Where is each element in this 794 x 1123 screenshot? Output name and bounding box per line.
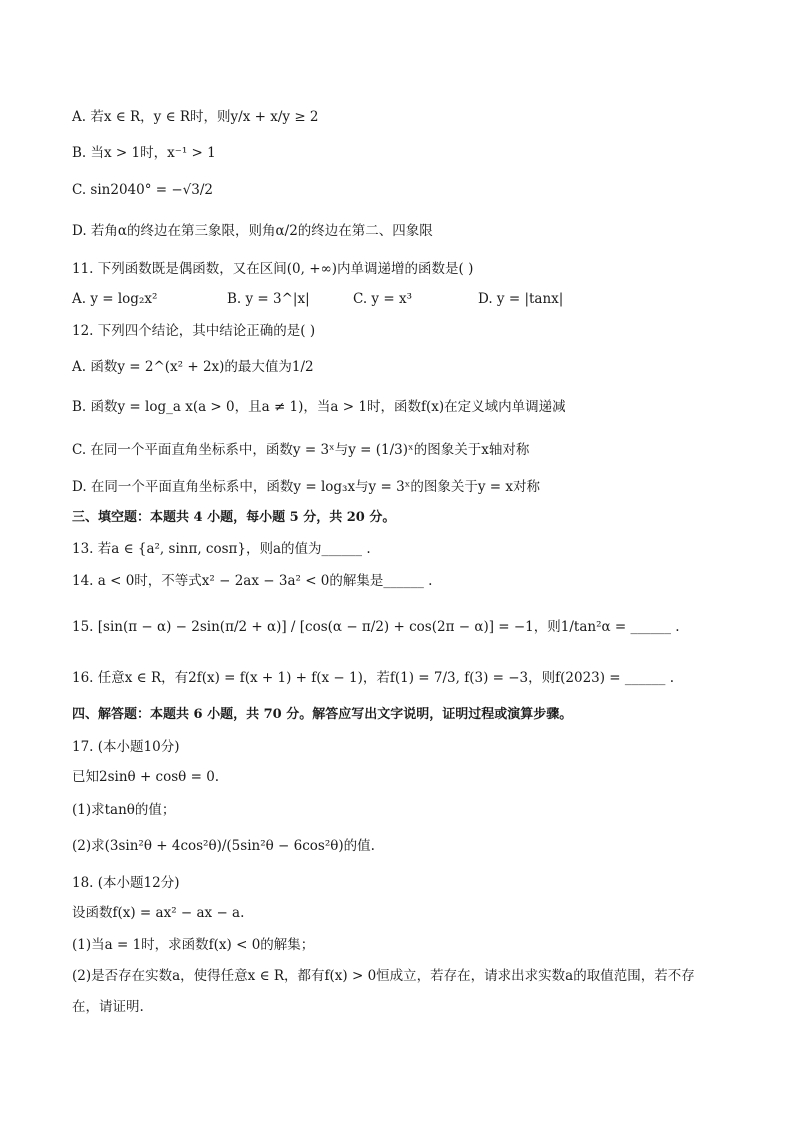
q11-option-a: A. y = log₂x² [72,291,158,307]
q11-option-c: C. y = x³ [353,291,412,307]
q17-given: 已知2sinθ + cosθ = 0. [72,769,220,785]
q17-header: 17. (本小题10分) [72,739,180,755]
q17-part-2: (2)求(3sin²θ + 4cos²θ)/(5sin²θ − 6cos²θ)的值. [72,838,375,854]
q11-stem: 11. 下列函数既是偶函数，又在区间(0, +∞)内单调递增的函数是( ) [72,261,474,277]
q14: 14. a < 0时，不等式x² − 2ax − 3a² < 0的解集是______ . [72,573,433,589]
q10-option-c: C. sin2040° = −√3/2 [72,182,214,198]
q17-part-1: (1)求tanθ的值； [72,802,176,818]
q11-options [72,290,722,308]
q12-option-d: D. 在同一个平面直角坐标系中，函数y = log₃x与y = 3ˣ的图象关于y = x对称 [72,479,541,495]
q10-option-b: B. 当x > 1时，x⁻¹ > 1 [72,145,216,161]
q11-option-b: B. y = 3^|x| [227,291,310,307]
q12-option-b: B. 函数y = log_a x(a > 0，且a ≠ 1)，当a > 1时，函数f(x)在定义域内单调递减 [72,399,566,415]
q15: 15. [sin(π − α) − 2sin(π/2 + α)] / [cos(α − π/2) + cos(2π − α)] = −1，则1/tan²α = ______ . [72,619,680,635]
q10-option-a: A. 若x ∈ R，y ∈ R时，则y/x + x/y ≥ 2 [72,109,319,125]
q18-part-2-line-1: (2)是否存在实数a，使得任意x ∈ R，都有f(x) > 0恒成立，若存在，请求出求实数a的取值范围，若不存 [72,968,695,984]
q18-part-1: (1)当a = 1时，求函数f(x) < 0的解集； [72,937,315,953]
q16: 16. 任意x ∈ R，有2f(x) = f(x + 1) + f(x − 1)，若f(1) = 7/3, f(3) = −3，则f(2023) = ______ . [72,670,674,686]
section-3-heading: 三、填空题：本题共 4 小题，每小题 5 分，共 20 分。 [72,510,396,525]
q11-option-d: D. y = |tanx| [478,291,564,307]
q12-stem: 12. 下列四个结论，其中结论正确的是( ) [72,323,316,339]
q10-option-d: D. 若角α的终边在第三象限，则角α/2的终边在第二、四象限 [72,223,433,239]
q18-part-2-line-2: 在，请证明. [72,999,144,1015]
q13: 13. 若a ∈ {a², sinπ, cosπ}，则a的值为______ . [72,541,371,557]
q18-given: 设函数f(x) = ax² − ax − a. [72,905,245,921]
section-4-heading: 四、解答题：本题共 6 小题，共 70 分。解答应写出文字说明，证明过程或演算步骤。 [72,707,573,722]
q12-option-c: C. 在同一个平面直角坐标系中，函数y = 3ˣ与y = (1/3)ˣ的图象关于x轴对称 [72,442,530,458]
q12-option-a: A. 函数y = 2^(x² + 2x)的最大值为1/2 [72,359,314,375]
q18-header: 18. (本小题12分) [72,875,180,891]
